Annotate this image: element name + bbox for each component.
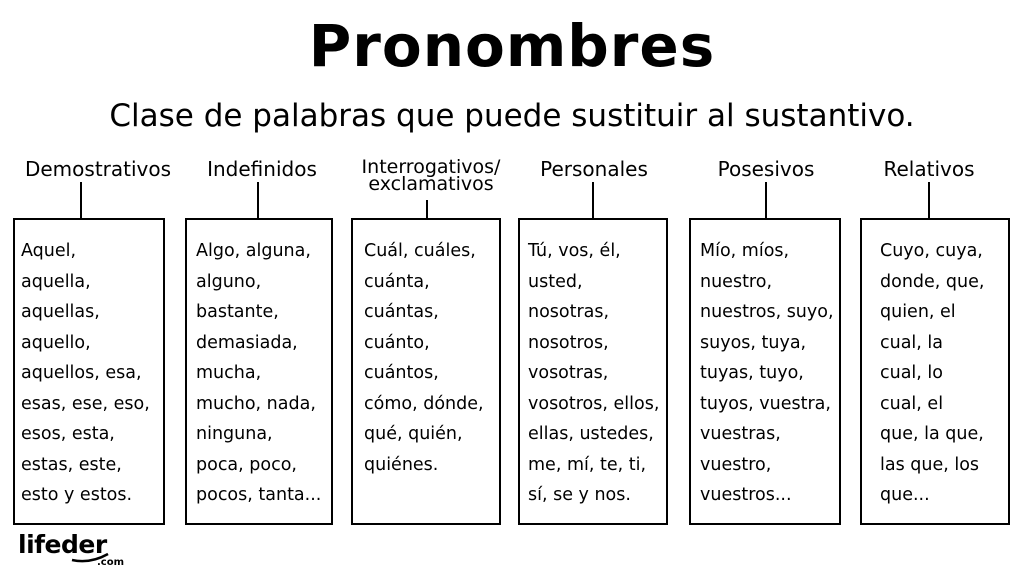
connector-line	[765, 182, 767, 218]
category-items-relativos: Cuyo, cuya, donde, que, quien, el cual, la cual, lo cual, el que, la que, las que, los que...	[880, 241, 985, 505]
category-box-personales	[518, 218, 668, 525]
category-items-demostrativos: Aquel, aquella, aquellas, aquello, aquellos, esa, esas, ese, eso, esos, esta, estas, este, esto y estos.	[21, 241, 150, 505]
category-label-posesivos: Posesivos	[717, 157, 815, 181]
page-subtitle: Clase de palabras que puede sustituir al sustantivo.	[109, 98, 915, 134]
category-items-personales: Tú, vos, él, usted, nosotras, nosotros, vosotras, vosotros, ellos, ellas, ustedes, me, mí, te, ti, sí, se y nos.	[528, 241, 660, 505]
category-label-relativos: Relativos	[883, 157, 975, 181]
category-items-indefinidos: Algo, alguna, alguno, bastante, demasiada, mucha, mucho, nada, ninguna, poca, poco, pocos, tanta...	[196, 241, 322, 505]
connector-line	[257, 182, 259, 218]
category-items-posesivos: Mío, míos, nuestro, nuestros, suyo, suyos, tuya, tuyas, tuyo, tuyos, vuestra, vuestras, vuestro, vuestros...	[700, 241, 834, 505]
connector-line	[80, 182, 82, 218]
connector-line	[426, 200, 428, 218]
category-label-indefinidos: Indefinidos	[207, 157, 317, 181]
category-label-demostrativos: Demostrativos	[24, 157, 172, 181]
page-title: Pronombres	[308, 12, 716, 80]
category-label-personales: Personales	[540, 157, 648, 181]
category-label-interrogativos: Interrogativos/ exclamativos	[361, 156, 501, 195]
connector-line	[592, 182, 594, 218]
category-box-relativos	[860, 218, 1010, 525]
category-box-posesivos	[689, 218, 841, 525]
lifeder-logo: lifeder	[18, 530, 107, 559]
category-items-interrogativos: Cuál, cuáles, cuánta, cuántas, cuánto, cuántos, cómo, dónde, qué, quién, quiénes.	[364, 241, 484, 475]
category-box-interrogativos	[351, 218, 501, 525]
category-box-demostrativos	[13, 218, 165, 525]
connector-line	[928, 182, 930, 218]
category-box-indefinidos	[185, 218, 333, 525]
lifeder-logo-suffix: .com	[97, 557, 125, 568]
